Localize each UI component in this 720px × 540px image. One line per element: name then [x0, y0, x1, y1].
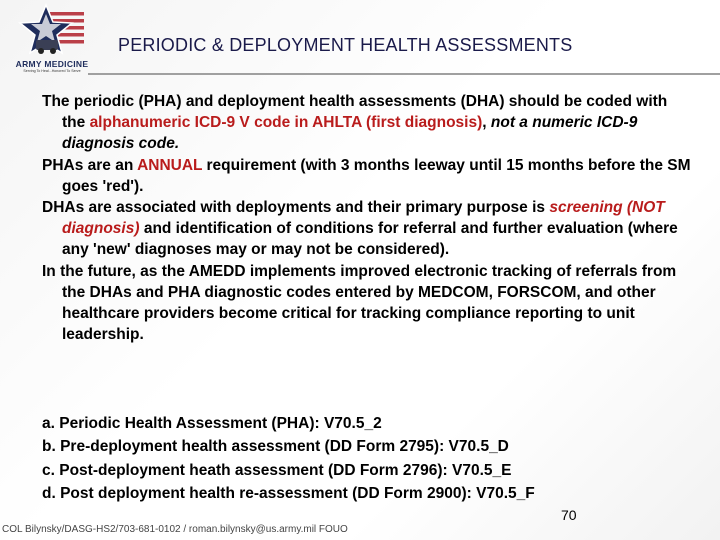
code-list: [42, 412, 682, 506]
p3-highlight: screening (NOT diagnosis): [62, 199, 665, 238]
list-item: b. Pre-deployment health assessment (DD Form 2795): V70.5_D: [42, 438, 509, 456]
p2-highlight: ANNUAL: [137, 156, 203, 174]
army-medicine-star-icon: [6, 2, 86, 60]
p2-text-c: requirement (with 3 months leeway until 15 months before the SM goes 'red').: [62, 156, 691, 195]
logo-tagline: Serving To Heal...Honored To Serve: [23, 69, 81, 73]
paragraph-pha: [42, 155, 692, 197]
paragraph-future: [42, 261, 692, 346]
p3-text-c: and identification of conditions for referral and further evaluation (where any 'new' diagnoses may or may not be considered).: [62, 220, 678, 259]
p4-text-a: In the future, as the AMEDD implements improved electronic tracking of referrals from the DHAs and PHA diagnostic codes entered by MEDCOM, FORSCOM, and other healthcare providers become critical for tracking compliance reporting to unit leadership.: [42, 262, 677, 344]
title-divider: [88, 73, 720, 75]
list-item: a. Periodic Health Assessment (PHA): V70.5_2: [42, 415, 382, 432]
main-text: [42, 91, 692, 345]
page-number: 70: [561, 507, 577, 523]
logo-text: [10, 60, 94, 74]
army-medicine-logo: [6, 2, 89, 80]
page-title: PERIODIC & DEPLOYMENT HEALTH ASSESSMENTS: [118, 35, 573, 55]
p1-text-a: The periodic (PHA) and deployment health assessments (DHA) should be coded with the: [42, 93, 668, 132]
paragraph-dha: [42, 197, 692, 261]
logo-title: ARMY MEDICINE: [15, 59, 89, 69]
paragraph-coding: [42, 91, 692, 155]
list-item: d. Post deployment health re-assessment (DD Form 2900): V70.5_F: [42, 485, 535, 503]
p2-text-a: PHAs are an: [42, 156, 138, 174]
p3-text-a: DHAs are associated with deployments and their primary purpose is: [42, 199, 550, 217]
p1-highlight: alphanumeric ICD-9 V code in AHLTA (first diagnosis): [89, 114, 483, 132]
list-item: c. Post-deployment heath assessment (DD Form 2796): V70.5_E: [42, 461, 512, 479]
p1-italic: not a numeric ICD-9 diagnosis code.: [62, 114, 638, 153]
footer-text: COL Bilynsky/DASG-HS2/703-681-0102 / roman.bilynsky@us.army.mil FOUO: [2, 524, 348, 535]
p1-text-c: ,: [482, 114, 491, 132]
